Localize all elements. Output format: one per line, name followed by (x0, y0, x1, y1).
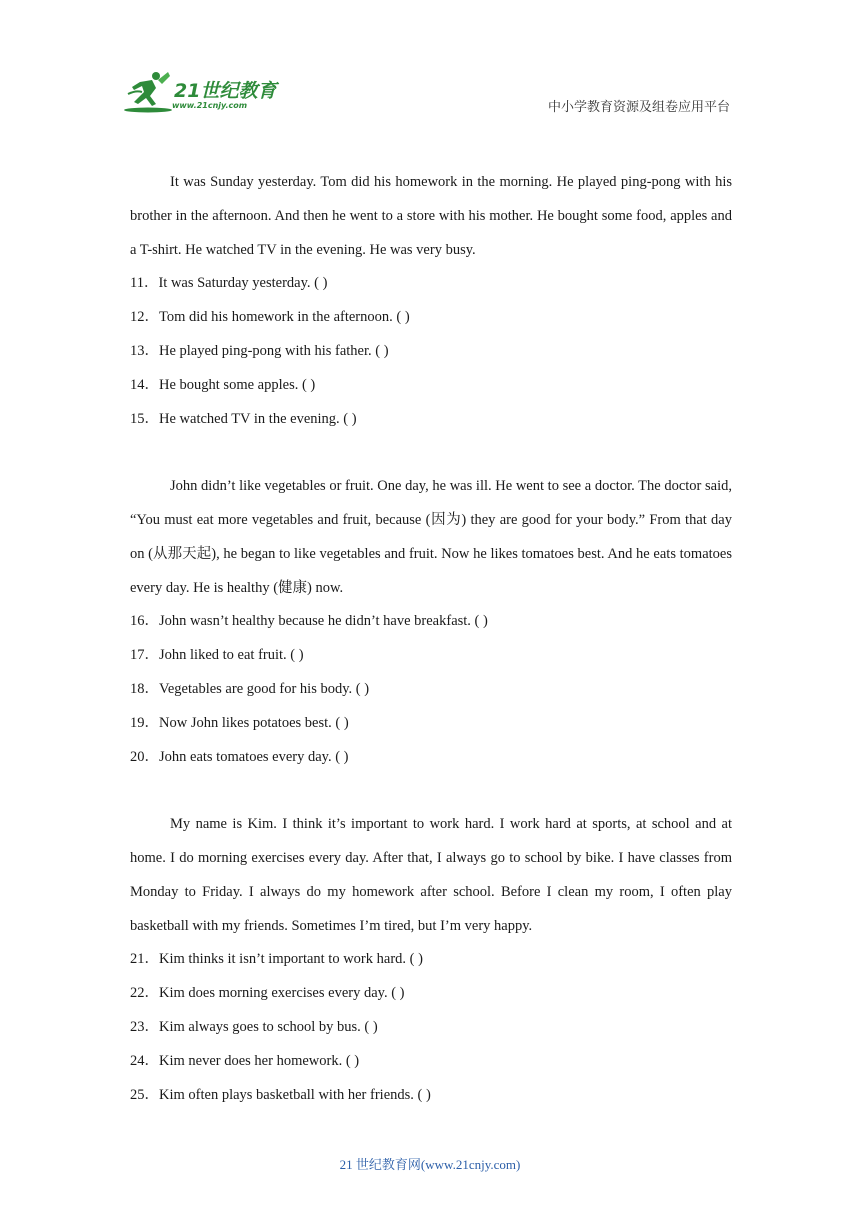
header-tagline: 中小学教育资源及组卷应用平台 (547, 100, 730, 115)
question-item: 19．Now John likes potatoes best. ( ) (130, 714, 349, 731)
passage-1: It was Sunday yesterday. Tom did his homework in the morning. He played ping-pong with his brother in the afternoon. And then he went to a store with his mother. He bought some food, apples and a T-shirt. He watched TV in the evening. He was very busy. (130, 174, 732, 258)
question-item: 18．Vegetables are good for his body. ( ) (130, 680, 370, 697)
section-spacer (130, 774, 732, 808)
question-item: 24．Kim never does her homework. ( ) (130, 1052, 360, 1069)
question-item: 17．John liked to eat fruit. ( ) (130, 647, 304, 664)
question-item: 14．He bought some apples. ( ) (130, 376, 316, 393)
site-logo[interactable] (122, 70, 292, 116)
question-item: 16．John wasn’t healthy because he didn’t have breakfast. ( ) (130, 613, 488, 630)
logo-url: www.21cnjy.com (172, 101, 248, 110)
question-item: 13．He played ping-pong with his father. ( ) (130, 342, 389, 359)
question-item: 21．Kim thinks it isn’t important to work hard. ( ) (130, 951, 423, 968)
page-header (0, 0, 860, 140)
runner-logo-icon (122, 70, 172, 114)
section-spacer (130, 436, 732, 470)
passage-2: John didn’t like vegetables or fruit. One day, he was ill. He went to see a doctor. The doctor said, “You must eat more vegetables and fruit, because (因为) they are good for your body.” From that day on (从那天起), he began to like vegetables and fruit. Now he likes tomatoes best. And he eats tomatoes every day. He is healthy (健康) now. (130, 478, 732, 596)
passage-3: My name is Kim. I think it’s important to work hard. I work hard at sports, at school and at home. I do morning exercises every day. After that, I always go to school by bike. I have classes from Monday to Friday. I always do my homework after school. Before I clean my room, I often play basketball with my friends. Sometimes I’m tired, but I’m very happy. (130, 816, 732, 934)
question-item: 20．John eats tomatoes every day. ( ) (130, 748, 349, 765)
question-item: 23．Kim always goes to school by bus. ( ) (130, 1018, 378, 1035)
question-item: 25．Kim often plays basketball with her friends. ( ) (130, 1086, 431, 1103)
question-item: 15．He watched TV in the evening. ( ) (130, 410, 357, 427)
page-footer[interactable]: 21 世纪教育网(www.21cnjy.com) (339, 1157, 521, 1172)
document-body (130, 166, 732, 1112)
logo-text: 21世纪教育 (174, 80, 277, 102)
question-item: 12．Tom did his homework in the afternoon. ( ) (130, 309, 410, 326)
question-item: 22．Kim does morning exercises every day. ( ) (130, 985, 405, 1002)
question-item: 11．It was Saturday yesterday. ( ) (130, 275, 328, 292)
